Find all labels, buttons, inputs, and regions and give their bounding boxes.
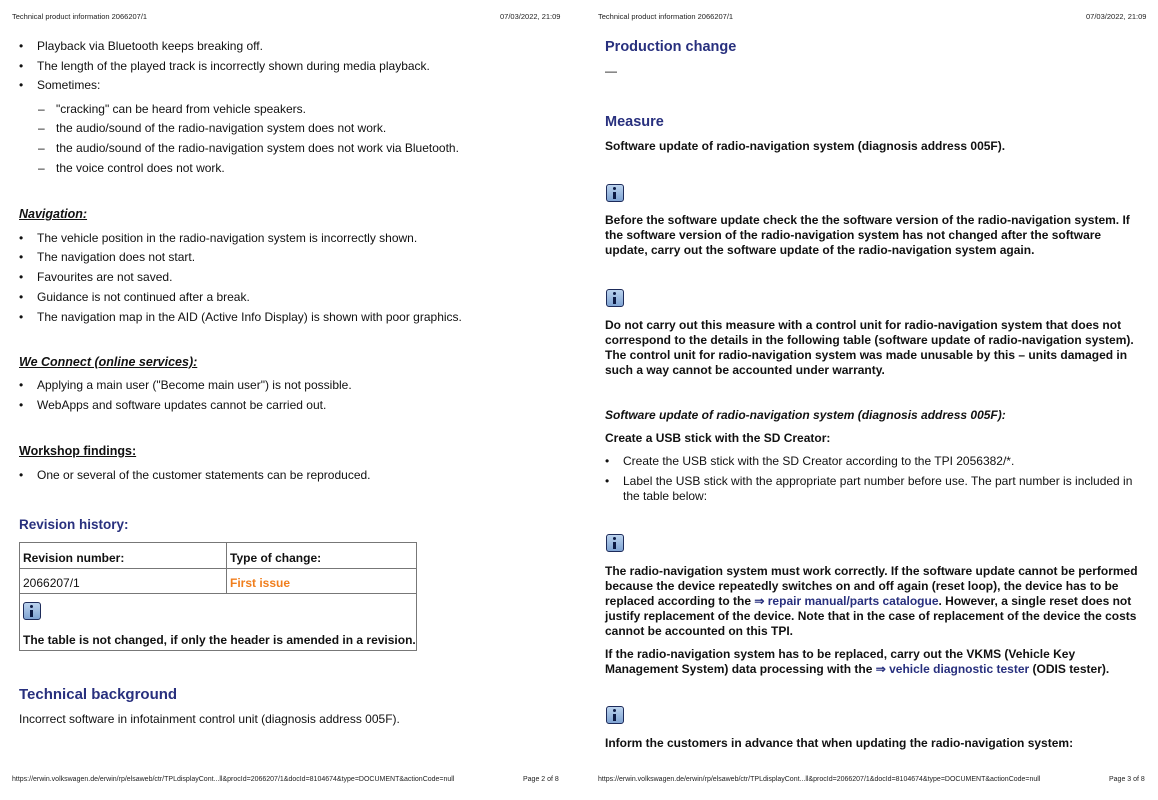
tech-text: Incorrect software in infotainment control unit (diagnosis address 005F). (19, 712, 400, 726)
info-icon (606, 534, 624, 552)
footer-page-number: Page 2 of 8 (523, 776, 559, 783)
revision-col-number-header: Revision number: (20, 543, 227, 569)
revision-type-cell: First issue (227, 569, 417, 594)
info-note-inform-customers: Inform the customers in advance that when updating the radio-navigation system: (605, 736, 1074, 750)
navigation-heading: Navigation: (19, 207, 88, 221)
workshop-heading: Workshop findings: (19, 444, 137, 458)
revision-note-cell (20, 594, 417, 651)
info-icon (606, 289, 624, 307)
sw-update-heading: Software update of radio-navigation system (diagnosis address 005F): (605, 408, 1006, 422)
info-note-reset-loop (605, 564, 1140, 639)
usb-heading: Create a USB stick with the SD Creator: (605, 431, 831, 445)
info-note-vkms-text-b: (ODIS tester). (1029, 662, 1110, 676)
info-note-vkms (605, 647, 1140, 677)
revision-note-text: The table is not changed, if only the header is amended in a revision. (23, 633, 416, 647)
weconnect-heading: We Connect (online services): (19, 355, 198, 369)
header-datetime: 07/03/2022, 21:09 (500, 12, 561, 21)
footer-url: https://erwin.volkswagen.de/erwin/rp/elsaweb/ctr/TPLdisplayCont...ll&procId=2066207/1&docId=8104674&type=DOCUMENT&actionCode=null (598, 776, 1041, 783)
info-note-vkms-text-a: If the radio-navigation system has to be replaced, carry out the VKMS (Vehicle Key Management System) data processing with the (605, 647, 1076, 676)
footer-page-number: Page 3 of 8 (1109, 776, 1145, 783)
footer-url: https://erwin.volkswagen.de/erwin/rp/elsaweb/ctr/TPLdisplayCont...ll&procId=2066207/1&docId=8104674&type=DOCUMENT&actionCode=null (12, 776, 455, 783)
info-icon (606, 706, 624, 724)
revision-number-cell: 2066207/1 (20, 569, 227, 594)
document-page-3: Technical product information 2066207/1 07/03/2022, 21:09 Production change — Measure Software update of radio-navigation system (diagnosis address 005F). Before the software update check the the software version of the radio-navigation system. If the software version of the radio-navigation system has not changed after the software update, carry out the software update of the radio-navigation system again. Do not carry out this measure with a control unit for radio-navigation system that does not correspond to the details in the following table (software update of radio-navigation system). The control unit for radio-navigation system was made unusable by this – units damaged in such a way cannot be accounted under warranty. Software update of radio-navigation system (diagnosis address 005F): Create a USB stick with the SD Creator: • Create the USB stick with the SD Creator according to the TPI 2056382/*. • Label the USB stick with the appropriate part number before use. The part number is included in the table below: The radio-navigation system must work correctly. If the software update cannot be performed because the device repeatedly switches on and off again (reset loop), the device has to be replaced according to the ⇒ repair manual/parts catalogue. However, a single reset does not justify replacement of the device. Note that in the case of replacement of the device the costs cannot be accounted on this TPI. If the radio-navigation system has to be replaced, carry out the VKMS (Vehicle Key Management System) data processing with the ⇒ vehicle diagnostic tester (ODIS tester). Inform the customers in advance that when updating the radio-navigation system: https://erwin.volkswagen.de/erwin/rp/elsaweb/ctr/TPLdisplayCont...ll&procId=2066207/1&docId=8104674&type=DOCUMENT&actionCode=null Page 3 of 8 (598, 12, 1147, 783)
info-note-reset-text-a: The radio-navigation system must work correctly. If the software update cannot be performed because the device repeatedly switches on and off again (reset loop), the device has to be replaced according to the (605, 564, 1138, 608)
header-doc-title: Technical product information 2066207/1 (12, 12, 148, 21)
revision-heading: Revision history: (19, 517, 129, 532)
info-note-control-unit: Do not carry out this measure with a control unit for radio-navigation system that does not correspond to the details in the following table (software update of radio-navigation system). The control unit for radio-navigation system was made unusable by this – units damaged in such a way cannot be accounted under warranty. (605, 318, 1134, 377)
info-icon (606, 184, 624, 202)
repair-manual-link[interactable]: ⇒ repair manual/parts catalogue (754, 594, 939, 608)
measure-text: Software update of radio-navigation system (diagnosis address 005F). (605, 139, 1006, 153)
measure-heading: Measure (605, 114, 664, 130)
revision-col-type-header: Type of change: (227, 543, 417, 569)
header-doc-title: Technical product information 2066207/1 (598, 12, 734, 21)
document-page-2: Technical product information 2066207/1 07/03/2022, 21:09 • Playback via Bluetooth keeps breaking off. • The length of the played track is incorrectly shown during media playback. • Sometimes: – "cracking" can be heard from vehicle speakers. – the audio/sound of the radio-navigation system does not work. – the audio/sound of the radio-navigation system does not work via Bluetooth. – the voice control does not work. Navigation: • The vehicle position in the radio-navigation system is incorrectly shown. • The navigation does not start. • Favourites are not saved. • Guidance is not continued after a break. • The navigation map in the AID (Active Info Display) is shown with poor graphics. We Connect (online services): • Applying a main user ("Become main user") is not possible. • WebApps and software updates cannot be carried out. Workshop findings: • One or several of the customer statements can be reproduced. Revision history: Revision number: Type of change: 2066207/1 First issue The table is not changed, if only the header is amended in a revision. Technical background Incorrect software in infotainment control unit (diagnosis address 005F). https://erwin.volkswagen.de/erwin/rp/elsaweb/ctr/TPLdisplayCont...ll&procId=2066207/1&docId=8104674&type=DOCUMENT&actionCode=null Page 2 of 8 (12, 12, 561, 783)
tech-heading: Technical background (19, 686, 178, 703)
revision-table (19, 542, 417, 651)
info-icon (23, 602, 41, 620)
production-text: — (605, 64, 617, 78)
info-note-reset-text-b: . However, a single reset does not justify replacement of the device. Note that in the case of replacement of the device the costs cannot be accounted on this TPI. (605, 594, 1137, 638)
info-note-software-version: Before the software update check the the software version of the radio-navigation system. If the software version of the radio-navigation system has not changed after the software update, carry out the software update of the radio-navigation system again. (605, 213, 1130, 257)
production-heading: Production change (605, 39, 737, 55)
vehicle-diagnostic-tester-link[interactable]: ⇒ vehicle diagnostic tester (875, 662, 1030, 676)
header-datetime: 07/03/2022, 21:09 (1086, 12, 1147, 21)
list-item: • Label the USB stick with the appropriate part number before use. The part number is included in the table below: (605, 474, 1133, 503)
